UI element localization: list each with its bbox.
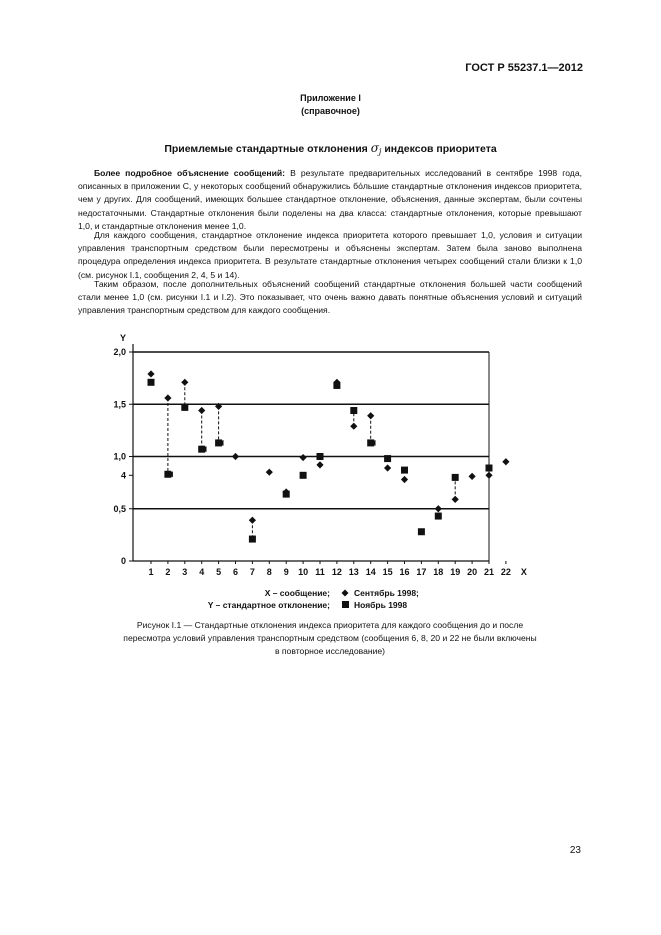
- sep-1998-point: [469, 473, 476, 480]
- sep-1998-point: [232, 453, 239, 460]
- caption-line-2: пересмотра условий управления транспортным средством (сообщения 6, 8, 20 и 22 не были включены: [123, 633, 537, 644]
- sep-1998-point: [350, 423, 357, 430]
- sep-1998-point: [300, 454, 307, 461]
- x-tick-label: 7: [249, 567, 255, 577]
- sep-1998-point: [316, 461, 323, 468]
- nov-1998-point: [367, 439, 374, 446]
- x-tick-label: 11: [315, 567, 325, 577]
- nov-1998-point: [384, 455, 391, 462]
- section-title-before: Приемлемые стандартные отклонения: [164, 143, 371, 155]
- y-tick-label: 1,0: [113, 451, 126, 462]
- page-number: 23: [569, 845, 581, 856]
- sep-1998-point: [452, 496, 459, 503]
- y-tick-label: 0,5: [113, 503, 126, 514]
- legend-diamond-marker: [342, 590, 349, 597]
- x-tick-label: 4: [199, 567, 205, 577]
- document-code: ГОСТ Р 55237.1—2012: [465, 62, 583, 74]
- nov-1998-point: [350, 407, 357, 414]
- nov-1998-point: [418, 528, 425, 535]
- y-tick-label: 0: [120, 556, 126, 566]
- legend-sep-label: Сентябрь 1998;: [354, 588, 419, 598]
- nov-1998-point: [215, 439, 222, 446]
- paragraph-3-text: Таким образом, после дополнительных объяснений сообщений стандартные отклонения большей части сообщений стали менее 1,0 (см. рисунки I.1 и I.2). Это показывает, что очень важно давать понятные объяснения условий и ситуаций управления транспортным средством для каждого сообщения.: [78, 279, 582, 316]
- sep-1998-point: [266, 469, 273, 476]
- section-title-after: индексов приоритета: [381, 143, 497, 155]
- sep-1998-point: [401, 476, 408, 483]
- caption-line-3: в повторное исследование): [274, 646, 386, 657]
- legend-y-desc: Y – стандартное отклонение;: [207, 600, 330, 610]
- sep-1998-point: [181, 379, 188, 386]
- nov-1998-point: [181, 404, 188, 411]
- y-tick-label: 1,5: [113, 399, 126, 410]
- x-tick-label: 9: [283, 567, 289, 577]
- sep-1998-point: [249, 517, 256, 524]
- legend-nov-label: Ноябрь 1998: [354, 600, 408, 610]
- x-tick-label: 16: [399, 567, 410, 577]
- y-axis-label: Y: [119, 333, 126, 343]
- y-tick-label: 2,0: [113, 347, 126, 357]
- sep-1998-point: [384, 464, 391, 471]
- nov-1998-point: [435, 513, 442, 520]
- x-tick-label: 8: [266, 567, 272, 577]
- legend-x-desc: X – сообщение;: [264, 588, 330, 598]
- figure-caption: [80, 619, 580, 659]
- x-tick-label: 6: [232, 567, 239, 577]
- nov-1998-point: [486, 464, 493, 471]
- x-tick-label: 1: [148, 567, 154, 577]
- x-tick-label: 14: [365, 567, 376, 577]
- sigma-subscript: j: [378, 147, 382, 156]
- nov-1998-point: [300, 472, 307, 479]
- x-tick-label: 21: [483, 567, 495, 577]
- x-axis-label: X: [520, 567, 527, 577]
- x-tick-label: 10: [298, 567, 309, 577]
- sep-1998-point: [367, 412, 374, 419]
- sep-1998-point: [147, 370, 154, 377]
- nov-1998-point: [452, 474, 459, 481]
- caption-line-1: Рисунок I.1 — Стандартные отклонения индекса приоритета для каждого сообщения до и после: [136, 620, 524, 630]
- x-tick-label: 12: [331, 567, 342, 577]
- sep-1998-point: [198, 407, 205, 414]
- x-tick-label: 20: [467, 567, 478, 577]
- nov-1998-point: [401, 467, 408, 474]
- sigma-symbol: σ: [370, 141, 379, 155]
- x-tick-label: 13: [348, 567, 359, 577]
- nov-1998-point: [249, 536, 256, 543]
- sep-1998-point: [435, 505, 442, 512]
- x-tick-label: 22: [500, 567, 511, 577]
- paragraph-1-text: В результате предварительных исследований в сентябре 1998 года, описанных в приложении С, у некоторых сообщений обнаружились бо́льшие стандартные отклонения индексов приоритета, чем у других. Для сообщений, имеющих большее стандартное отклонение, объяснения, данные экспертам, были сочтены недостаточными. Стандартные отклонения были поделены на два класса: стандартные отклонения, которые превышают 1,0, и стандартные отклонения менее 1,0.: [78, 168, 582, 231]
- sep-1998-point: [485, 472, 492, 479]
- appendix-title: Приложение I: [300, 93, 361, 103]
- y-tick-label: 4: [120, 470, 126, 481]
- x-tick-label: 3: [182, 567, 188, 577]
- x-tick-label: 2: [165, 567, 171, 577]
- nov-1998-point: [198, 446, 205, 453]
- nov-1998-point: [164, 471, 171, 478]
- paragraph-2-text: Для каждого сообщения, стандартное отклонение индекса приоритета которого превышает 1,0, условия и ситуации управления транспортным средством были пересмотрены и объяснены экспертам. Затем была заново выполнена процедура определения индекса приоритета. В результате стандартные отклонения четырех сообщений стали близки к 1,0 (см. рисунок I.1, сообщения 2, 4, 5 и 14).: [78, 230, 582, 280]
- sep-1998-point: [164, 394, 171, 401]
- appendix-subtitle: (справочное): [301, 106, 360, 116]
- x-tick-label: 15: [382, 567, 393, 577]
- legend-square-marker: [342, 601, 349, 608]
- nov-1998-point: [283, 491, 290, 498]
- x-tick-label: 18: [433, 567, 444, 577]
- nov-1998-point: [317, 453, 324, 460]
- x-tick-label: 17: [416, 567, 427, 577]
- nov-1998-point: [333, 382, 340, 389]
- x-tick-label: 19: [450, 567, 461, 577]
- x-tick-label: 5: [216, 567, 222, 577]
- sep-1998-point: [502, 458, 509, 465]
- paragraph-1-lead: Более подробное объяснение сообщений:: [94, 168, 286, 178]
- nov-1998-point: [148, 379, 155, 386]
